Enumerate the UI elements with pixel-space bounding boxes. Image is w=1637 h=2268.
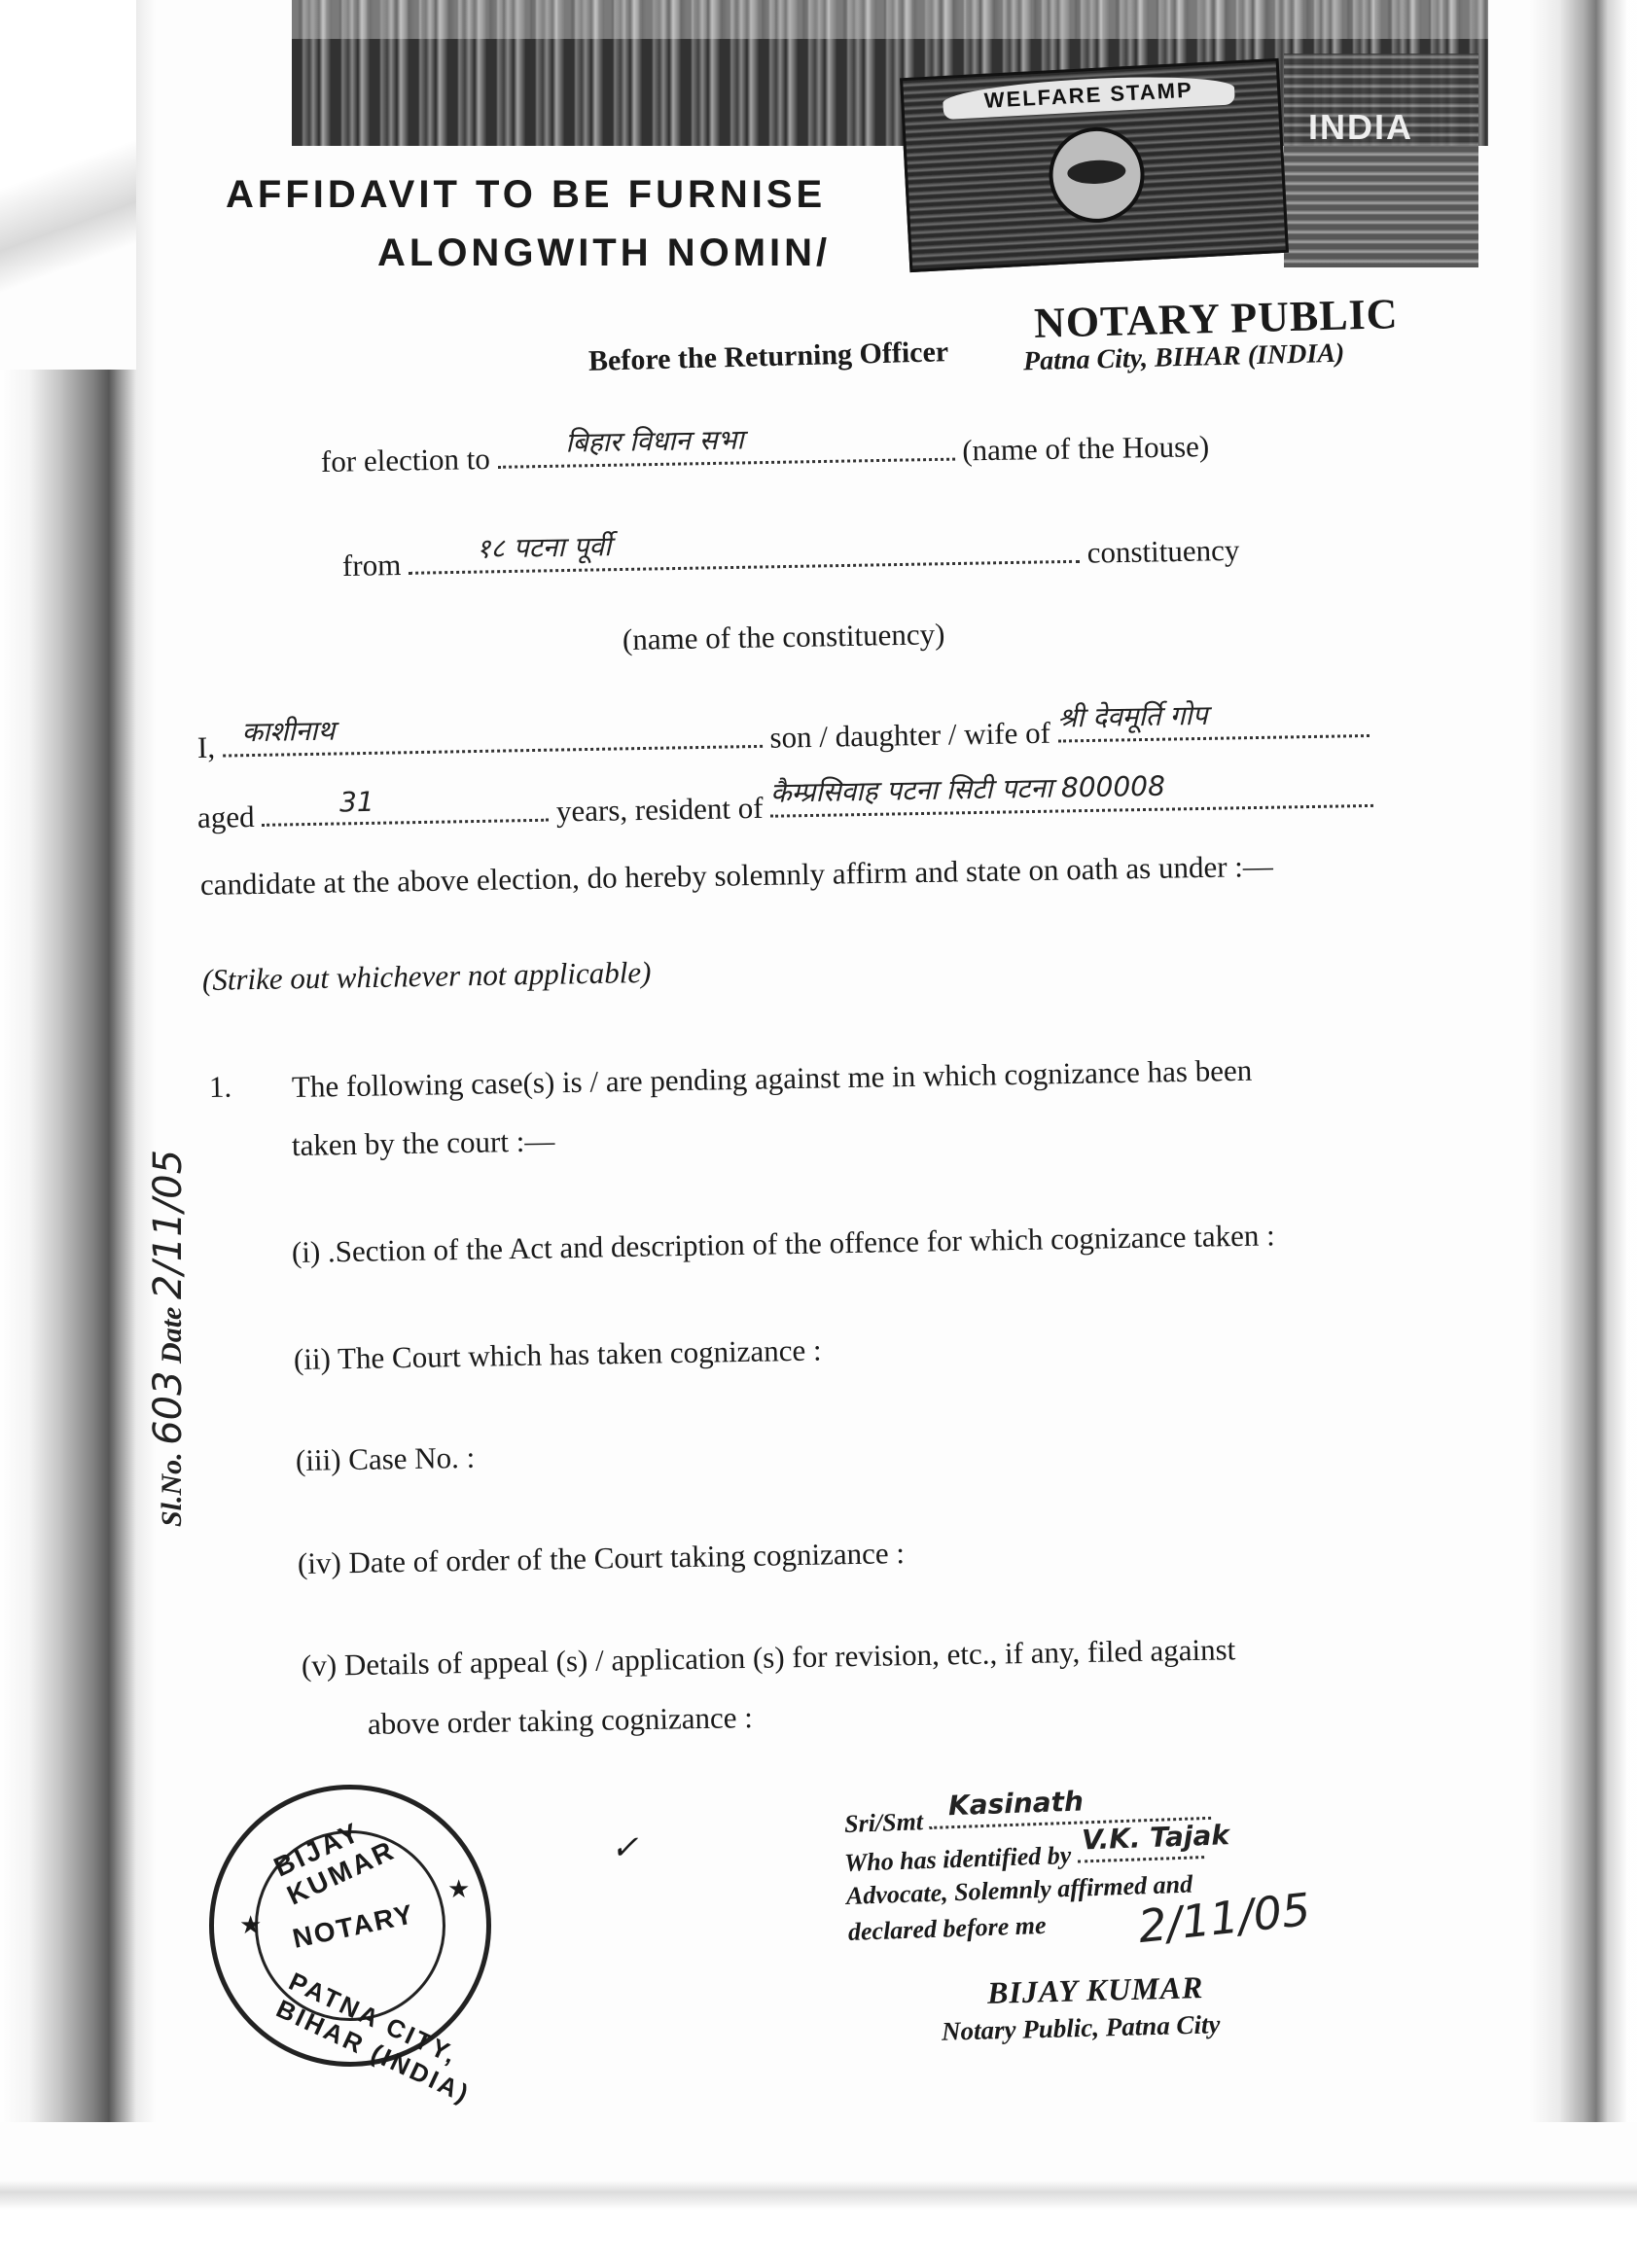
welfare-emblem-icon — [1047, 124, 1147, 225]
resident-label: years, resident of — [555, 790, 764, 829]
election-label: for election to — [320, 441, 491, 478]
resident-field — [769, 769, 1373, 818]
name-line — [196, 698, 1370, 765]
india-stamp — [1284, 53, 1478, 267]
name-field — [223, 714, 763, 758]
item-1-line1: The following case(s) is / are pending against me in which cognizance has been — [291, 1052, 1253, 1104]
name-value: काशीनाथ — [241, 714, 336, 749]
attest-identified-label: Who has identified by — [843, 1840, 1072, 1877]
notary-location: Patna City, BIHAR (INDIA) — [1022, 337, 1345, 377]
seal-center-text: NOTARY — [290, 1898, 417, 1954]
notary-signature-date: 2/11/05 — [1135, 1882, 1313, 1954]
election-line — [320, 423, 1210, 479]
aged-line — [196, 769, 1374, 835]
seal-top-text: BIJAY KUMAR — [268, 1816, 401, 1911]
item-1-number: 1. — [208, 1069, 232, 1104]
resident-value: कैम्प्रसिवाह पटना सिटी पटना 800008 — [769, 769, 1166, 809]
notary-seal — [209, 1785, 491, 2109]
seal-star-icon: ★ — [239, 1911, 263, 1939]
attest-identified-value: V.K. Tajak — [1081, 1819, 1230, 1857]
side-serial-prefix: Sl.No. — [156, 1452, 188, 1527]
right-scan-shadow — [1530, 0, 1637, 2268]
from-field — [409, 530, 1080, 575]
sub-item-ii: (ii) The Court which has taken cognizance : — [293, 1332, 822, 1376]
attest-identified-field — [1077, 1819, 1230, 1863]
affidavit-title-line2: ALONGWITH NOMIN/ — [377, 231, 832, 274]
attest-name-value: Kasinath — [947, 1785, 1085, 1823]
attest-line4: declared before me — [847, 1910, 1047, 1946]
i-label: I, — [196, 729, 216, 764]
side-serial-number: 603 — [146, 1370, 191, 1445]
oath-statement: candidate at the above election, do hereby solemnly affirm and state on oath as under :— — [199, 848, 1274, 902]
from-line — [342, 532, 1240, 584]
aged-value: 31 — [338, 785, 374, 819]
seal-bottom-text: PATNA CITY, BIHAR (INDIA) — [271, 1966, 476, 2109]
notary-public-heading: NOTARY PUBLIC — [1033, 290, 1400, 347]
welfare-stamp — [900, 58, 1289, 272]
aged-field — [262, 785, 549, 827]
relation-label: son / daughter / wife of — [769, 715, 1051, 755]
seal-star-icon: ★ — [447, 1875, 471, 1903]
election-field — [497, 423, 954, 469]
india-stamp-label: INDIA — [1308, 107, 1413, 147]
constituency-caption: (name of the constituency) — [622, 617, 945, 656]
before-returning-officer: Before the Returning Officer — [587, 336, 949, 377]
item-1-line2: taken by the court :— — [291, 1123, 555, 1162]
revenue-stamp-highlights — [292, 0, 1488, 39]
affidavit-title-line1: AFFIDAVIT TO BE FURNISE — [226, 173, 827, 216]
relation-value: श्री देवमूर्ति गोप — [1057, 698, 1208, 734]
attest-sri-label: Sri/Smt — [843, 1807, 924, 1838]
side-date-value: 2/11/05 — [146, 1149, 191, 1300]
from-value: १८ पटना पूर्वी — [476, 530, 612, 565]
side-serial-note — [146, 1150, 191, 1527]
sub-item-i: (i) .Section of the Act and description of the offence for which cognizance taken : — [291, 1218, 1276, 1269]
tick-mark-icon: ✓ — [611, 1830, 639, 1866]
election-value: बिहार विधान सभा — [565, 423, 744, 459]
signer-title: Notary Public, Patna City — [941, 2009, 1221, 2046]
attest-line3: Advocate, Solemnly affirmed and — [845, 1869, 1193, 1910]
sub-item-v-line2: above order taking cognizance : — [367, 1700, 754, 1741]
aged-label: aged — [196, 798, 255, 834]
side-date-label: Date — [156, 1306, 188, 1364]
welfare-stamp-label: WELFARE STAMP — [943, 71, 1235, 120]
sub-item-iii: (iii) Case No. : — [295, 1439, 476, 1477]
sub-item-iv: (iv) Date of order of the Court taking cognizance : — [297, 1536, 906, 1580]
from-label: from — [341, 547, 402, 583]
sub-item-v-line1: (v) Details of appeal (s) / application (s) for revision, etc., if any, filed against — [301, 1632, 1236, 1683]
relation-field — [1057, 698, 1369, 743]
strike-out-note: (Strike out whichever not applicable) — [201, 954, 652, 997]
from-suffix: constituency — [1086, 532, 1240, 570]
signer-name: BIJAY KUMAR — [986, 1969, 1204, 2010]
election-suffix: (name of the House) — [961, 429, 1210, 468]
bottom-scan-edge — [0, 2122, 1637, 2268]
folded-corner — [0, 0, 136, 370]
